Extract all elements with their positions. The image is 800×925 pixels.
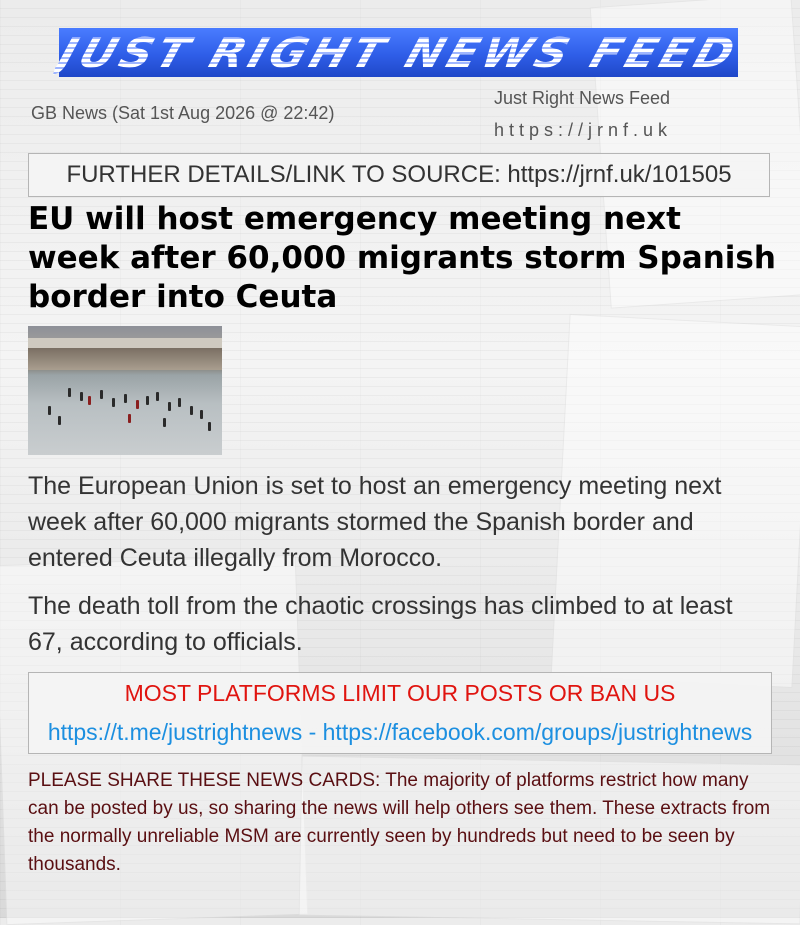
source-link-box[interactable] [28,153,770,197]
site-name: Just Right News Feed [494,88,671,108]
source-link-text[interactable]: FURTHER DETAILS/LINK TO SOURCE: https://jrnf.uk/101505 [66,161,732,188]
source-date: GB News (Sat 1st Aug 2026 @ 22:42) [31,103,335,123]
banner-title: JUST RIGHT NEWS FEED [52,28,745,77]
article-headline: EU will host emergency meeting next week after 60,000 migrants storm Spanish border into Ceuta [28,201,776,315]
site-url[interactable]: https://jrnf.uk [494,120,673,140]
site-banner [52,28,745,77]
platform-notice-title: MOST PLATFORMS LIMIT OUR POSTS OR BAN US [124,680,676,706]
article-photo [28,326,222,455]
platform-notice-box [28,672,772,754]
social-links[interactable]: https://t.me/justrightnews - https://facebook.com/groups/justrightnews [47,719,753,745]
share-note: PLEASE SHARE THESE NEWS CARDS: The majority of platforms restrict how many can be posted by us, so sharing the news will help others see them. These extracts from the normally unreliable MSM are currently seen by hundreds but need to be seen by thousands. [28,770,771,875]
article-paragraph: The death toll from the chaotic crossings has climbed to at least 67, according to officials. [28,592,733,656]
article-paragraph: The European Union is set to host an emergency meeting next week after 60,000 migrants stormed the Spanish border and entered Ceuta illegally from Morocco. [28,472,722,572]
